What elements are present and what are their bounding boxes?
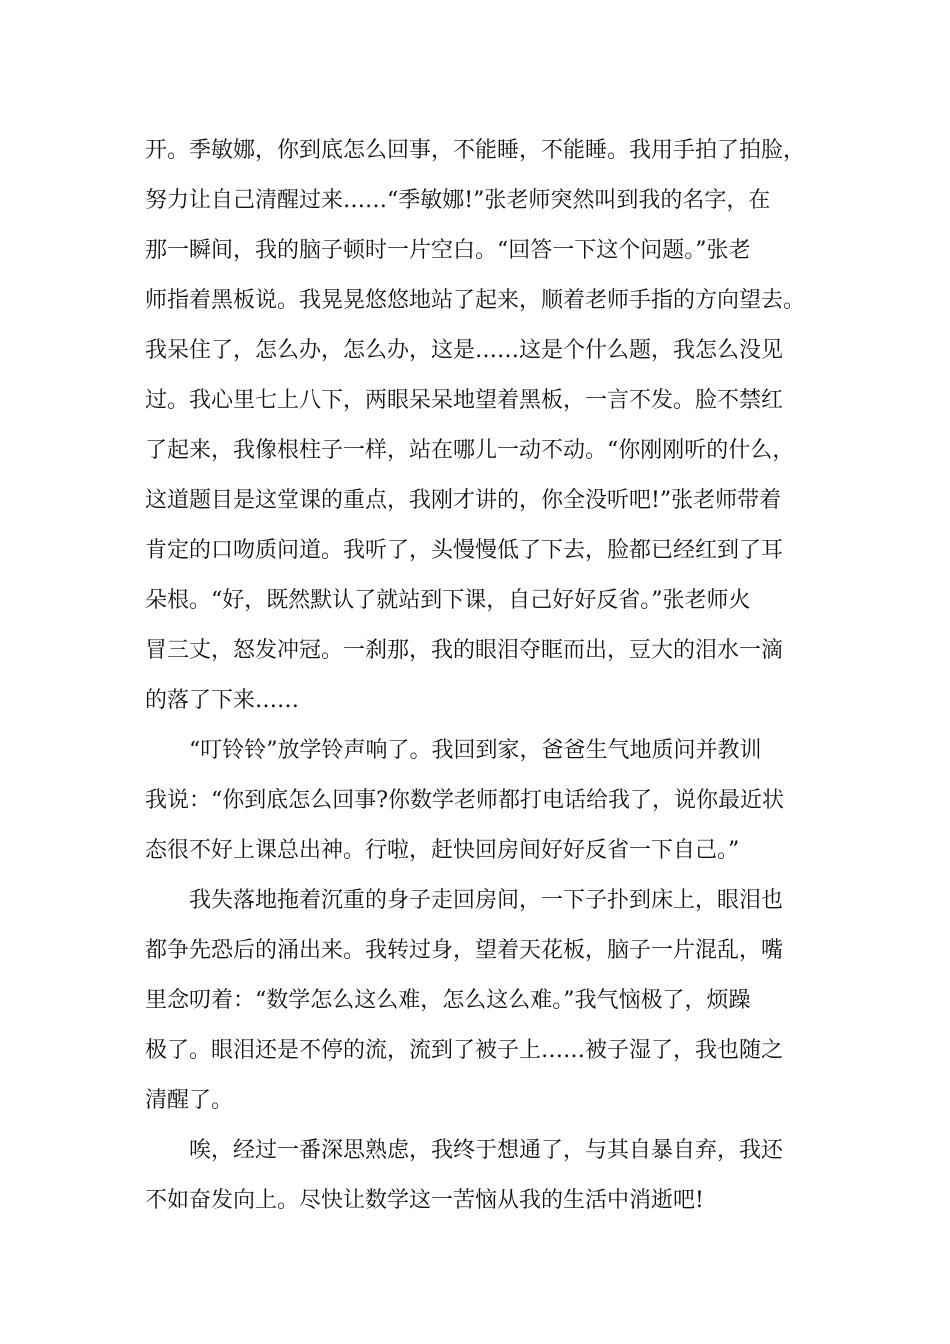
text-line: 冒三丈，怒发冲冠。一刹那，我的眼泪夺眶而出，豆大的泪水一滴	[145, 638, 784, 663]
text-line: 我说：“你到底怎么回事?你数学老师都打电话给我了，说你最近状	[145, 788, 785, 813]
text-line: 开。季敏娜，你到底怎么回事，不能睡，不能睡。我用手拍了拍脸，	[145, 138, 806, 163]
text-line: 努力让自己清醒过来……“季敏娜!”张老师突然叫到我的名字，在	[145, 188, 771, 213]
text-line: 态很不好上课总出神。行啦，赶快回房间好好反省一下自己。”	[145, 838, 740, 863]
text-line: 极了。眼泪还是不停的流，流到了被子上……被子湿了，我也随之	[145, 1038, 784, 1063]
text-line: 师指着黑板说。我晃晃悠悠地站了起来，顺着老师手指的方向望去。	[145, 288, 806, 313]
text-line: 里念叨着：“数学怎么这么难，怎么这么难。”我气恼极了，烦躁	[145, 988, 751, 1013]
text-line: 清醒了。	[145, 1088, 234, 1113]
text-line: 肯定的口吻质问道。我听了，头慢慢低了下去，脸都已经红到了耳	[145, 538, 784, 563]
text-line: 了起来，我像根柱子一样，站在哪儿一动不动。“你刚刚听的什么，	[145, 438, 795, 463]
text-line: 都争先恐后的涌出来。我转过身，望着天花板，脑子一片混乱，嘴	[145, 938, 784, 963]
text-line: 的落了下来……	[145, 688, 300, 713]
paragraph-start-line: 唉，经过一番深思熟虑，我终于想通了，与其自暴自弃，我还	[189, 1138, 784, 1163]
text-line: 那一瞬间，我的脑子顿时一片空白。“回答一下这个问题。”张老	[145, 238, 751, 263]
text-line: 我呆住了，怎么办，怎么办，这是……这是个什么题，我怎么没见	[145, 338, 784, 363]
paragraph-start-line: “叮铃铃”放学铃声响了。我回到家，爸爸生气地质问并教训	[189, 738, 762, 763]
text-line: 朵根。“好，既然默认了就站到下课，自己好好反省。”张老师火	[145, 588, 751, 613]
text-line: 过。我心里七上八下，两眼呆呆地望着黑板，一言不发。脸不禁红	[145, 388, 784, 413]
text-line: 这道题目是这堂课的重点，我刚才讲的，你全没听吧!”张老师带着	[145, 488, 782, 513]
body-text	[145, 126, 825, 1226]
text-line: 不如奋发向上。尽快让数学这一苦恼从我的生活中消逝吧!	[145, 1188, 704, 1213]
paragraph-start-line: 我失落地拖着沉重的身子走回房间，一下子扑到床上，眼泪也	[189, 888, 784, 913]
